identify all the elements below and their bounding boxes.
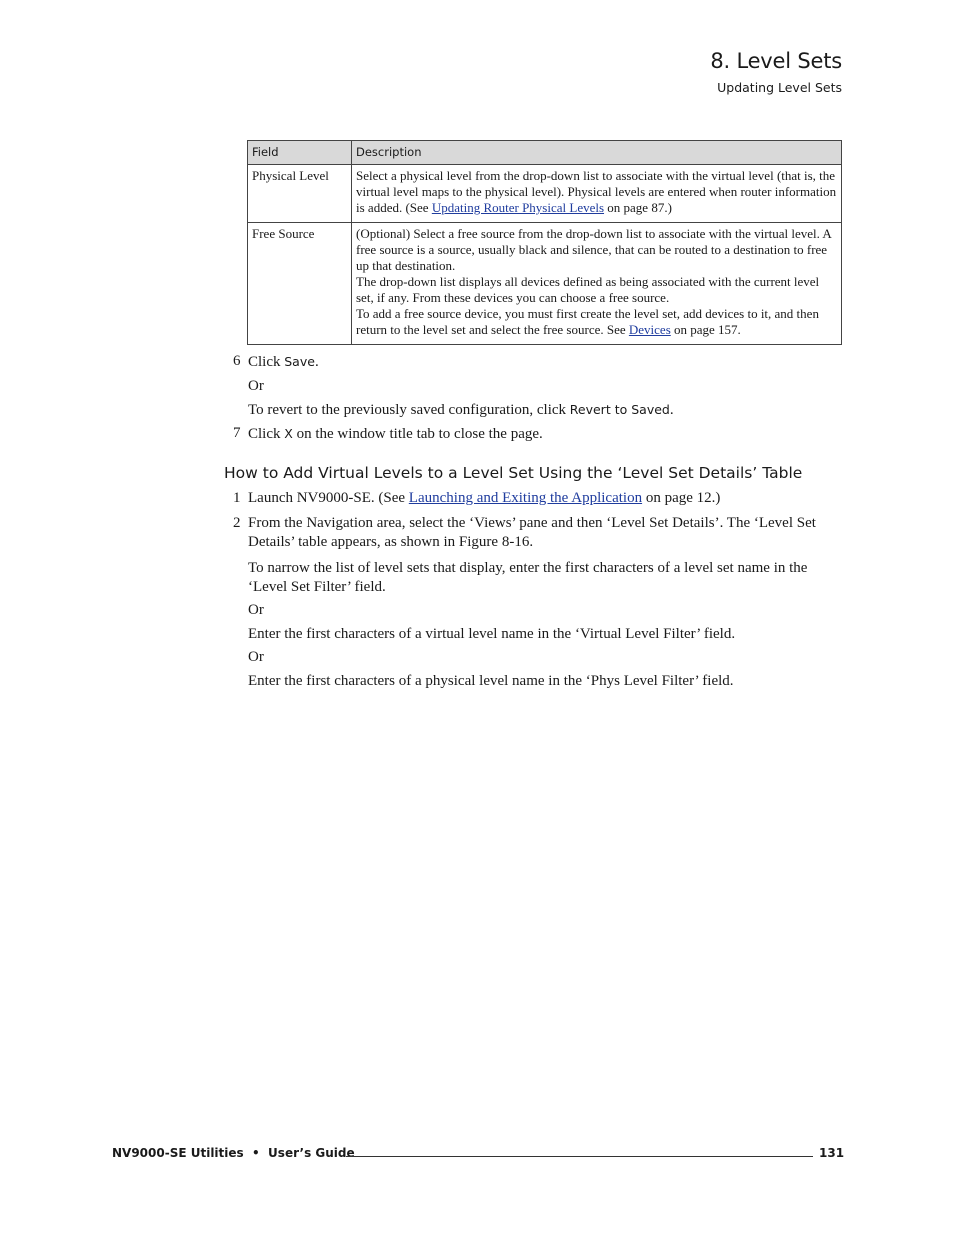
column-header-description: Description [352,141,842,165]
description-paragraph [356,306,837,338]
or-text: Or [248,649,264,665]
table-row [248,223,842,345]
or-text: Or [248,602,264,618]
close-x-label: X [284,426,293,441]
save-command-label: Save [284,354,315,369]
updating-router-physical-levels-link[interactable]: Updating Router Physical Levels [431,200,605,215]
devices-link[interactable]: Devices [628,322,671,337]
step-number: 7 [233,425,241,441]
step-text-part: Click [248,354,285,370]
how-to-heading: How to Add Virtual Levels to a Level Set Using the ‘Level Set Details’ Table [224,464,803,482]
description-text: To add a free source device, you must first create the level set, add devices to it, and then return to the level set and select the free source. See [356,306,819,337]
step-text-part: Click [248,426,285,442]
section-title: Updating Level Sets [717,80,842,95]
column-header-field: Field [248,141,352,165]
step-text-part: Launch NV9000-SE. (See [248,490,409,506]
table-header-row [248,141,842,165]
table-cell-field: Physical Level [248,165,352,223]
table-cell-description [352,165,842,223]
footer-document-title: NV9000-SE Utilities • User’s Guide [112,1146,355,1160]
step-paragraph: Enter the first characters of a virtual level name in the ‘Virtual Level Filter’ field. [248,626,736,642]
description-text: on page 157. [670,322,741,337]
description-paragraph: The drop-down list displays all devices defined as being associated with the current level set, if any. From these devices you can choose a free source. [356,274,820,305]
description-text: Select a physical level from the drop-down list to associate with the virtual level (that is, the virtual level maps to the physical level). Physical levels are entered when router information is added. (See [356,168,837,215]
page-number: 131 [819,1146,845,1160]
chapter-title: 8. Level Sets [710,49,842,73]
step-text [248,424,844,444]
step-text-part: To revert to the previously saved configuration, click [248,402,570,418]
step-text [248,400,844,420]
step-text-part: on the window title tab to close the page. [292,426,543,442]
step-number: 6 [233,353,241,369]
footer-divider [346,1156,813,1157]
step-number: 1 [233,490,241,506]
step-paragraph: Enter the first characters of a physical level name in the ‘Phys Level Filter’ field. [248,673,734,689]
description-paragraph: (Optional) Select a free source from the drop-down list to associate with the virtual level. A free source is a source, usually black and silence, that can be routed to a destination to free up that destination. [356,226,832,273]
or-text: Or [248,378,264,394]
field-description-table [247,140,842,345]
step-text [248,352,844,372]
step-number: 2 [233,515,241,531]
table-row [248,165,842,223]
table-cell-field: Free Source [248,223,352,345]
step-text: From the Navigation area, select the ‘Views’ pane and then ‘Level Set Details’. The ‘Level Set Details’ table appears, as shown in Figure 8-16. [248,515,816,550]
table-cell-description [352,223,842,345]
revert-to-saved-command-label: Revert to Saved [569,402,670,417]
step-text-part: on page 12.) [642,490,721,506]
step-text-part: . [314,354,319,370]
step-text-part: . [669,402,674,418]
step-text [248,489,844,508]
launching-and-exiting-link[interactable]: Launching and Exiting the Application [408,490,643,506]
description-text: on page 87.) [604,200,672,215]
step-paragraph: To narrow the list of level sets that display, enter the first characters of a level set name in the ‘Level Set Filter’ field. [248,560,808,595]
